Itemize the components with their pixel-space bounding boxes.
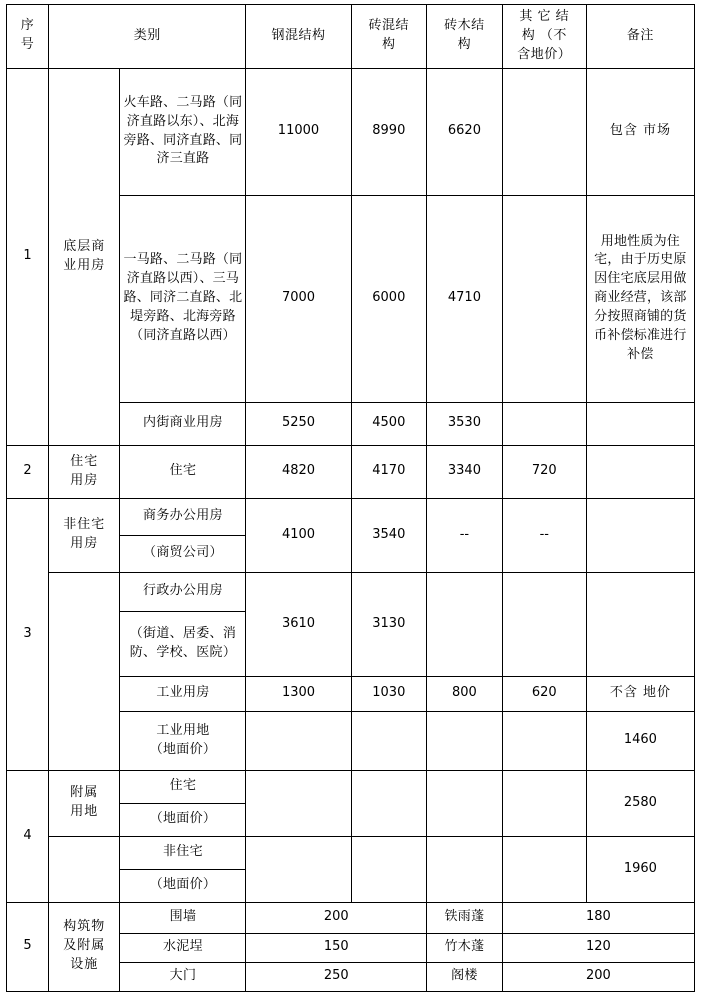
row-item-name: 行政办公用房 <box>120 572 246 611</box>
row-item-name: 内街商业用房 <box>120 402 246 445</box>
table-row <box>7 902 695 933</box>
cell-other <box>502 68 586 195</box>
cell-other: 720 <box>502 445 586 498</box>
header-brick-concrete-l1: 砖混结 <box>368 18 410 34</box>
cell-brick-wood <box>427 770 503 836</box>
row-category-4-cont <box>49 836 120 902</box>
cell-concrete: 4100 <box>246 498 351 572</box>
cell-remark: 不含 地价 <box>586 676 694 711</box>
row-category-5-l3: 设施 <box>70 956 99 972</box>
cell-brick-wood: 800 <box>427 676 503 711</box>
cell-other: 620 <box>502 676 586 711</box>
cell-brick-wood: 4710 <box>427 195 503 402</box>
compensation-standards-table <box>6 4 695 992</box>
cell-concrete: 7000 <box>246 195 351 402</box>
table-header-row <box>7 5 695 69</box>
table-row <box>7 770 695 803</box>
cell-brick-wood <box>427 572 503 676</box>
cell-concrete: 11000 <box>246 68 351 195</box>
row-category-4-l2: 用地 <box>70 804 99 820</box>
header-category: 类别 <box>49 5 246 69</box>
row-item-subname: （地面价） <box>120 869 246 902</box>
row-category-3-cont <box>49 572 120 770</box>
table-row <box>7 836 695 869</box>
row-category-2 <box>49 445 120 498</box>
cell-remark <box>586 402 694 445</box>
cell-concrete: 4820 <box>246 445 351 498</box>
row-item-name: 大门 <box>120 962 246 991</box>
cell-brick-concrete <box>351 836 427 902</box>
cell-remark <box>586 498 694 572</box>
cell-other <box>502 572 586 676</box>
row-item-name: 火车路、二马路（同济直路以东）、北海旁路、同济直路、同济三直路 <box>120 68 246 195</box>
cell-remark: 1460 <box>586 711 694 770</box>
cell-pair-value-b: 200 <box>502 962 694 991</box>
row-seq-3: 3 <box>7 498 49 770</box>
row-category-2-l2: 用房 <box>70 472 99 488</box>
row-item-name-l1: 工业用地 <box>156 722 210 738</box>
cell-pair-value-a: 250 <box>246 962 427 991</box>
cell-brick-concrete <box>351 711 427 770</box>
row-category-3 <box>49 498 120 572</box>
cell-brick-concrete: 3540 <box>351 498 427 572</box>
cell-brick-concrete <box>351 770 427 836</box>
header-brick-wood-l1: 砖木结 <box>444 18 485 34</box>
cell-brick-wood: 3340 <box>427 445 503 498</box>
header-remark: 备注 <box>586 5 694 69</box>
row-category-1-l2: 业用房 <box>63 257 106 273</box>
row-category-4 <box>49 770 120 836</box>
cell-brick-concrete: 8990 <box>351 68 427 195</box>
row-category-3-l2: 用房 <box>70 536 99 552</box>
row-item-name-b: 铁雨蓬 <box>427 902 503 933</box>
table-row <box>7 498 695 535</box>
row-item-name: 一马路、二马路（同济直路以西）、三马路、同济二直路、北堤旁路、北海旁路（同济直路以西） <box>120 195 246 402</box>
header-seq-line2: 号 <box>20 37 35 53</box>
row-category-2-l1: 住宅 <box>70 453 99 469</box>
header-brick-concrete <box>351 5 427 69</box>
cell-pair-value-a: 200 <box>246 902 427 933</box>
row-category-5-l1: 构筑物 <box>63 919 106 935</box>
row-seq-4: 4 <box>7 770 49 902</box>
cell-concrete <box>246 711 351 770</box>
row-item-name: 住宅 <box>120 445 246 498</box>
row-item-name-b: 竹木蓬 <box>427 933 503 962</box>
row-seq-5: 5 <box>7 902 49 991</box>
cell-pair-value-b: 120 <box>502 933 694 962</box>
cell-concrete <box>246 770 351 836</box>
row-seq-2: 2 <box>7 445 49 498</box>
cell-concrete: 1300 <box>246 676 351 711</box>
cell-remark: 用地性质为住宅，由于历史原因住宅底层用做商业经营，该部分按照商铺的货币补偿标准进行补偿 <box>586 195 694 402</box>
row-item-name-l2: （地面价） <box>149 741 217 757</box>
row-item-name: 水泥埕 <box>120 933 246 962</box>
row-seq-1: 1 <box>7 68 49 445</box>
cell-other <box>502 402 586 445</box>
cell-other: -- <box>502 498 586 572</box>
header-brick-concrete-l2: 构 <box>382 37 396 53</box>
row-item-subname: （街道、居委、消防、学校、医院） <box>120 611 246 676</box>
cell-brick-wood <box>427 711 503 770</box>
row-item-subname: （商贸公司） <box>120 535 246 572</box>
row-item-name: 非住宅 <box>120 836 246 869</box>
row-item-name: 商务办公用房 <box>120 498 246 535</box>
cell-pair-value-b: 180 <box>502 902 694 933</box>
cell-remark: 2580 <box>586 770 694 836</box>
cell-remark <box>586 572 694 676</box>
cell-brick-concrete: 6000 <box>351 195 427 402</box>
cell-concrete: 3610 <box>246 572 351 676</box>
cell-brick-concrete: 4500 <box>351 402 427 445</box>
row-category-4-l1: 附属 <box>70 785 99 801</box>
cell-brick-wood <box>427 836 503 902</box>
header-other <box>502 5 586 69</box>
row-item-name: 工业用房 <box>120 676 246 711</box>
header-seq <box>7 5 49 69</box>
header-brick-wood <box>427 5 503 69</box>
cell-brick-concrete: 1030 <box>351 676 427 711</box>
cell-brick-concrete: 4170 <box>351 445 427 498</box>
header-seq-line1: 序 <box>20 18 35 34</box>
cell-other <box>502 836 586 902</box>
row-category-5 <box>49 902 120 991</box>
cell-other <box>502 711 586 770</box>
cell-remark <box>586 445 694 498</box>
table-row <box>7 572 695 611</box>
header-other-l2: 构 （不 <box>521 27 567 43</box>
row-item-name: 围墙 <box>120 902 246 933</box>
header-other-l3: 含地价） <box>517 46 572 62</box>
cell-brick-wood: -- <box>427 498 503 572</box>
cell-brick-wood: 6620 <box>427 68 503 195</box>
row-item-name-b: 阁楼 <box>427 962 503 991</box>
cell-pair-value-a: 150 <box>246 933 427 962</box>
cell-concrete <box>246 836 351 902</box>
header-brick-wood-l2: 构 <box>457 37 472 53</box>
table-row <box>7 445 695 498</box>
row-category-5-l2: 及附属 <box>63 938 106 954</box>
header-concrete: 钢混结构 <box>246 5 351 69</box>
header-other-l1: 其 它 结 <box>519 9 570 24</box>
row-category-1 <box>49 68 120 445</box>
row-category-1-l1: 底层商 <box>63 238 106 254</box>
row-item-name: 住宅 <box>120 770 246 803</box>
cell-other <box>502 195 586 402</box>
cell-concrete: 5250 <box>246 402 351 445</box>
table-row <box>7 68 695 195</box>
cell-remark: 包含 市场 <box>586 68 694 195</box>
cell-brick-concrete: 3130 <box>351 572 427 676</box>
cell-other <box>502 770 586 836</box>
cell-remark: 1960 <box>586 836 694 902</box>
row-item-subname: （地面价） <box>120 803 246 836</box>
cell-brick-wood: 3530 <box>427 402 503 445</box>
row-item-name <box>120 711 246 770</box>
row-category-3-l1: 非住宅 <box>63 517 106 533</box>
